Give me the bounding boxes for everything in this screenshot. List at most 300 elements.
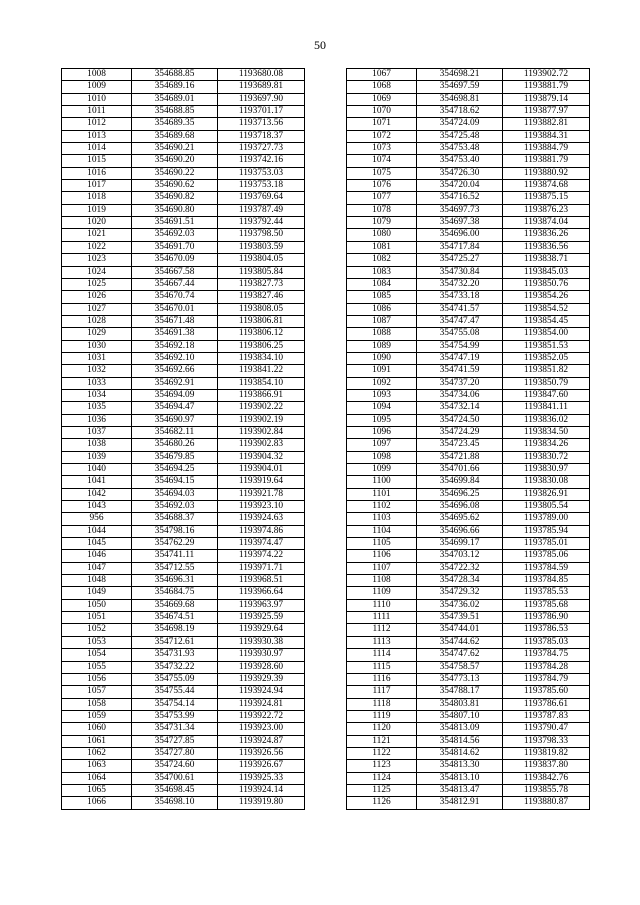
point-id-cell: 1034	[62, 389, 132, 401]
y-coordinate-cell: 1193874.04	[503, 217, 590, 229]
table-row	[62, 278, 305, 290]
table-row	[347, 389, 590, 401]
x-coordinate-cell: 354670.09	[132, 254, 218, 266]
table-row	[347, 69, 590, 81]
x-coordinate-cell: 354733.18	[417, 291, 503, 303]
point-id-cell: 1018	[62, 192, 132, 204]
table-row	[62, 130, 305, 142]
table-row	[347, 772, 590, 784]
y-coordinate-cell: 1193806.25	[218, 340, 305, 352]
table-row	[347, 501, 590, 513]
table-row	[62, 180, 305, 192]
x-coordinate-cell: 354692.91	[132, 377, 218, 389]
y-coordinate-cell: 1193701.17	[218, 106, 305, 118]
point-id-cell: 1051	[62, 612, 132, 624]
table-row	[62, 81, 305, 93]
x-coordinate-cell: 354694.09	[132, 389, 218, 401]
point-id-cell: 1120	[347, 723, 417, 735]
x-coordinate-cell: 354694.03	[132, 488, 218, 500]
table-row	[62, 488, 305, 500]
table-row	[347, 118, 590, 130]
x-coordinate-cell: 354697.59	[417, 81, 503, 93]
y-coordinate-cell: 1193974.22	[218, 550, 305, 562]
table-row	[62, 167, 305, 179]
point-id-cell: 1100	[347, 476, 417, 488]
point-id-cell: 1047	[62, 562, 132, 574]
table-row	[347, 352, 590, 364]
y-coordinate-cell: 1193924.63	[218, 513, 305, 525]
x-coordinate-cell: 354725.27	[417, 254, 503, 266]
x-coordinate-cell: 354699.84	[417, 476, 503, 488]
x-coordinate-cell: 354696.25	[417, 488, 503, 500]
table-row	[347, 661, 590, 673]
x-coordinate-cell: 354692.66	[132, 365, 218, 377]
table-row	[347, 340, 590, 352]
table-row	[62, 389, 305, 401]
point-id-cell: 1036	[62, 414, 132, 426]
table-row	[347, 328, 590, 340]
table-row	[62, 525, 305, 537]
y-coordinate-cell: 1193904.32	[218, 451, 305, 463]
x-coordinate-cell: 354692.10	[132, 352, 218, 364]
x-coordinate-cell: 354698.19	[132, 624, 218, 636]
point-id-cell: 1016	[62, 167, 132, 179]
point-id-cell: 956	[62, 513, 132, 525]
table-row	[347, 414, 590, 426]
point-id-cell: 1042	[62, 488, 132, 500]
y-coordinate-cell: 1193792.44	[218, 217, 305, 229]
point-id-cell: 1095	[347, 414, 417, 426]
table-row	[347, 760, 590, 772]
table-row	[347, 575, 590, 587]
x-coordinate-cell: 354729.32	[417, 587, 503, 599]
point-id-cell: 1061	[62, 735, 132, 747]
y-coordinate-cell: 1193845.03	[503, 266, 590, 278]
table-row	[62, 464, 305, 476]
table-row	[347, 130, 590, 142]
x-coordinate-cell: 354814.62	[417, 747, 503, 759]
x-coordinate-cell: 354690.80	[132, 204, 218, 216]
x-coordinate-cell: 354758.57	[417, 661, 503, 673]
x-coordinate-cell: 354718.62	[417, 106, 503, 118]
point-id-cell: 1091	[347, 365, 417, 377]
x-coordinate-cell: 354694.25	[132, 464, 218, 476]
table-row	[347, 93, 590, 105]
y-coordinate-cell: 1193921.78	[218, 488, 305, 500]
point-id-cell: 1027	[62, 303, 132, 315]
x-coordinate-cell: 354734.06	[417, 389, 503, 401]
y-coordinate-cell: 1193786.90	[503, 612, 590, 624]
x-coordinate-cell: 354696.00	[417, 229, 503, 241]
point-id-cell: 1108	[347, 575, 417, 587]
table-row	[62, 414, 305, 426]
table-row	[62, 636, 305, 648]
x-coordinate-cell: 354691.70	[132, 241, 218, 253]
table-row	[62, 352, 305, 364]
x-coordinate-cell: 354697.38	[417, 217, 503, 229]
x-coordinate-cell: 354688.37	[132, 513, 218, 525]
point-id-cell: 1063	[62, 760, 132, 772]
x-coordinate-cell: 354803.81	[417, 698, 503, 710]
y-coordinate-cell: 1193904.01	[218, 464, 305, 476]
table-row	[347, 180, 590, 192]
point-id-cell: 1123	[347, 760, 417, 772]
point-id-cell: 1074	[347, 155, 417, 167]
table-row	[347, 402, 590, 414]
x-coordinate-cell: 354755.08	[417, 328, 503, 340]
table-row	[347, 636, 590, 648]
table-row	[347, 106, 590, 118]
x-coordinate-cell: 354717.84	[417, 241, 503, 253]
point-id-cell: 1060	[62, 723, 132, 735]
y-coordinate-cell: 1193922.72	[218, 710, 305, 722]
x-coordinate-cell: 354712.55	[132, 562, 218, 574]
y-coordinate-cell: 1193834.26	[503, 439, 590, 451]
coordinates-table-left	[61, 68, 305, 810]
point-id-cell: 1078	[347, 204, 417, 216]
point-id-cell: 1025	[62, 278, 132, 290]
y-coordinate-cell: 1193974.86	[218, 525, 305, 537]
table-row	[347, 624, 590, 636]
point-id-cell: 1044	[62, 525, 132, 537]
point-id-cell: 1029	[62, 328, 132, 340]
x-coordinate-cell: 354722.32	[417, 562, 503, 574]
point-id-cell: 1076	[347, 180, 417, 192]
table-row	[347, 562, 590, 574]
x-coordinate-cell: 354731.34	[132, 723, 218, 735]
point-id-cell: 1075	[347, 167, 417, 179]
point-id-cell: 1012	[62, 118, 132, 130]
x-coordinate-cell: 354690.22	[132, 167, 218, 179]
point-id-cell: 1028	[62, 315, 132, 327]
point-id-cell: 1064	[62, 772, 132, 784]
table-row	[62, 550, 305, 562]
point-id-cell: 1059	[62, 710, 132, 722]
table-row	[62, 698, 305, 710]
point-id-cell: 1010	[62, 93, 132, 105]
x-coordinate-cell: 354726.30	[417, 167, 503, 179]
table-row	[347, 229, 590, 241]
point-id-cell: 1015	[62, 155, 132, 167]
x-coordinate-cell: 354716.52	[417, 192, 503, 204]
x-coordinate-cell: 354696.66	[417, 525, 503, 537]
y-coordinate-cell: 1193963.97	[218, 599, 305, 611]
table-row	[62, 340, 305, 352]
point-id-cell: 1104	[347, 525, 417, 537]
point-id-cell: 1068	[347, 81, 417, 93]
table-row	[62, 587, 305, 599]
point-id-cell: 1082	[347, 254, 417, 266]
x-coordinate-cell: 354754.14	[132, 698, 218, 710]
point-id-cell: 1114	[347, 649, 417, 661]
x-coordinate-cell: 354732.20	[417, 278, 503, 290]
table-row	[347, 241, 590, 253]
y-coordinate-cell: 1193808.05	[218, 303, 305, 315]
x-coordinate-cell: 354798.16	[132, 525, 218, 537]
y-coordinate-cell: 1193836.56	[503, 241, 590, 253]
y-coordinate-cell: 1193785.03	[503, 636, 590, 648]
y-coordinate-cell: 1193805.84	[218, 266, 305, 278]
x-coordinate-cell: 354696.08	[417, 501, 503, 513]
table-row	[62, 784, 305, 796]
y-coordinate-cell: 1193841.11	[503, 402, 590, 414]
table-row	[347, 538, 590, 550]
y-coordinate-cell: 1193786.53	[503, 624, 590, 636]
point-id-cell: 1054	[62, 649, 132, 661]
y-coordinate-cell: 1193689.81	[218, 81, 305, 93]
y-coordinate-cell: 1193806.81	[218, 315, 305, 327]
y-coordinate-cell: 1193902.22	[218, 402, 305, 414]
table-row	[62, 155, 305, 167]
x-coordinate-cell: 354807.10	[417, 710, 503, 722]
y-coordinate-cell: 1193879.14	[503, 93, 590, 105]
point-id-cell: 1022	[62, 241, 132, 253]
point-id-cell: 1099	[347, 464, 417, 476]
x-coordinate-cell: 354725.48	[417, 130, 503, 142]
point-id-cell: 1098	[347, 451, 417, 463]
table-row	[62, 612, 305, 624]
point-id-cell: 1087	[347, 315, 417, 327]
point-id-cell: 1079	[347, 217, 417, 229]
x-coordinate-cell: 354773.13	[417, 673, 503, 685]
y-coordinate-cell: 1193798.33	[503, 735, 590, 747]
x-coordinate-cell: 354700.61	[132, 772, 218, 784]
table-row	[347, 747, 590, 759]
point-id-cell: 1057	[62, 686, 132, 698]
y-coordinate-cell: 1193852.05	[503, 352, 590, 364]
x-coordinate-cell: 354699.17	[417, 538, 503, 550]
table-row	[62, 538, 305, 550]
y-coordinate-cell: 1193787.49	[218, 204, 305, 216]
point-id-cell: 1113	[347, 636, 417, 648]
y-coordinate-cell: 1193787.83	[503, 710, 590, 722]
y-coordinate-cell: 1193680.08	[218, 69, 305, 81]
table-row	[62, 217, 305, 229]
y-coordinate-cell: 1193866.91	[218, 389, 305, 401]
x-coordinate-cell: 354814.56	[417, 735, 503, 747]
point-id-cell: 1119	[347, 710, 417, 722]
y-coordinate-cell: 1193850.79	[503, 377, 590, 389]
point-id-cell: 1125	[347, 784, 417, 796]
table-row	[62, 451, 305, 463]
point-id-cell: 1046	[62, 550, 132, 562]
y-coordinate-cell: 1193830.08	[503, 476, 590, 488]
point-id-cell: 1013	[62, 130, 132, 142]
table-row	[347, 365, 590, 377]
point-id-cell: 1117	[347, 686, 417, 698]
y-coordinate-cell: 1193928.60	[218, 661, 305, 673]
x-coordinate-cell: 354753.99	[132, 710, 218, 722]
point-id-cell: 1035	[62, 402, 132, 414]
point-id-cell: 1085	[347, 291, 417, 303]
point-id-cell: 1024	[62, 266, 132, 278]
y-coordinate-cell: 1193968.51	[218, 575, 305, 587]
table-row	[347, 550, 590, 562]
y-coordinate-cell: 1193919.80	[218, 797, 305, 809]
y-coordinate-cell: 1193785.06	[503, 550, 590, 562]
y-coordinate-cell: 1193854.10	[218, 377, 305, 389]
x-coordinate-cell: 354724.09	[417, 118, 503, 130]
y-coordinate-cell: 1193930.97	[218, 649, 305, 661]
x-coordinate-cell: 354669.68	[132, 599, 218, 611]
point-id-cell: 1111	[347, 612, 417, 624]
table-row	[62, 204, 305, 216]
point-id-cell: 1105	[347, 538, 417, 550]
point-id-cell: 1112	[347, 624, 417, 636]
table-row	[347, 599, 590, 611]
y-coordinate-cell: 1193753.18	[218, 180, 305, 192]
x-coordinate-cell: 354721.88	[417, 451, 503, 463]
x-coordinate-cell: 354753.40	[417, 155, 503, 167]
point-id-cell: 1011	[62, 106, 132, 118]
page-number: 50	[314, 38, 326, 52]
point-id-cell: 1094	[347, 402, 417, 414]
x-coordinate-cell: 354694.15	[132, 476, 218, 488]
x-coordinate-cell: 354724.50	[417, 414, 503, 426]
x-coordinate-cell: 354670.74	[132, 291, 218, 303]
y-coordinate-cell: 1193971.71	[218, 562, 305, 574]
y-coordinate-cell: 1193784.59	[503, 562, 590, 574]
y-coordinate-cell: 1193875.15	[503, 192, 590, 204]
y-coordinate-cell: 1193830.72	[503, 451, 590, 463]
point-id-cell: 1058	[62, 698, 132, 710]
x-coordinate-cell: 354689.16	[132, 81, 218, 93]
y-coordinate-cell: 1193798.50	[218, 229, 305, 241]
point-id-cell: 1109	[347, 587, 417, 599]
y-coordinate-cell: 1193923.10	[218, 501, 305, 513]
point-id-cell: 1066	[62, 797, 132, 809]
table-row	[347, 451, 590, 463]
x-coordinate-cell: 354691.38	[132, 328, 218, 340]
x-coordinate-cell: 354812.91	[417, 797, 503, 809]
x-coordinate-cell: 354737.20	[417, 377, 503, 389]
x-coordinate-cell: 354739.51	[417, 612, 503, 624]
y-coordinate-cell: 1193827.73	[218, 278, 305, 290]
y-coordinate-cell: 1193851.82	[503, 365, 590, 377]
x-coordinate-cell: 354813.47	[417, 784, 503, 796]
x-coordinate-cell: 354747.19	[417, 352, 503, 364]
table-row	[347, 167, 590, 179]
table-row	[62, 106, 305, 118]
point-id-cell: 1032	[62, 365, 132, 377]
x-coordinate-cell: 354754.99	[417, 340, 503, 352]
y-coordinate-cell: 1193785.01	[503, 538, 590, 550]
point-id-cell: 1020	[62, 217, 132, 229]
x-coordinate-cell: 354692.18	[132, 340, 218, 352]
point-id-cell: 1026	[62, 291, 132, 303]
x-coordinate-cell: 354731.93	[132, 649, 218, 661]
point-id-cell: 1092	[347, 377, 417, 389]
x-coordinate-cell: 354728.34	[417, 575, 503, 587]
table-row	[62, 241, 305, 253]
y-coordinate-cell: 1193880.92	[503, 167, 590, 179]
x-coordinate-cell: 354692.03	[132, 501, 218, 513]
table-row	[347, 377, 590, 389]
y-coordinate-cell: 1193830.97	[503, 464, 590, 476]
y-coordinate-cell: 1193880.87	[503, 797, 590, 809]
y-coordinate-cell: 1193727.73	[218, 143, 305, 155]
table-row	[347, 735, 590, 747]
x-coordinate-cell: 354691.51	[132, 217, 218, 229]
point-id-cell: 1121	[347, 735, 417, 747]
point-id-cell: 1124	[347, 772, 417, 784]
point-id-cell: 1055	[62, 661, 132, 673]
x-coordinate-cell: 354690.62	[132, 180, 218, 192]
point-id-cell: 1088	[347, 328, 417, 340]
x-coordinate-cell: 354747.47	[417, 315, 503, 327]
y-coordinate-cell: 1193742.16	[218, 155, 305, 167]
y-coordinate-cell: 1193837.80	[503, 760, 590, 772]
table-row	[62, 513, 305, 525]
point-id-cell: 1033	[62, 377, 132, 389]
table-row	[347, 81, 590, 93]
table-row	[62, 266, 305, 278]
x-coordinate-cell: 354813.30	[417, 760, 503, 772]
y-coordinate-cell: 1193966.64	[218, 587, 305, 599]
x-coordinate-cell: 354698.21	[417, 69, 503, 81]
point-id-cell: 1086	[347, 303, 417, 315]
table-row	[62, 562, 305, 574]
point-id-cell: 1102	[347, 501, 417, 513]
point-id-cell: 1045	[62, 538, 132, 550]
x-coordinate-cell: 354730.84	[417, 266, 503, 278]
y-coordinate-cell: 1193785.68	[503, 599, 590, 611]
y-coordinate-cell: 1193803.59	[218, 241, 305, 253]
y-coordinate-cell: 1193827.46	[218, 291, 305, 303]
table-row	[62, 599, 305, 611]
y-coordinate-cell: 1193924.14	[218, 784, 305, 796]
y-coordinate-cell: 1193902.72	[503, 69, 590, 81]
x-coordinate-cell: 354671.48	[132, 315, 218, 327]
x-coordinate-cell: 354701.66	[417, 464, 503, 476]
y-coordinate-cell: 1193804.05	[218, 254, 305, 266]
point-id-cell: 1008	[62, 69, 132, 81]
table-row	[62, 723, 305, 735]
coordinates-table-right	[346, 68, 590, 810]
table-row	[347, 217, 590, 229]
table-row	[347, 254, 590, 266]
y-coordinate-cell: 1193902.84	[218, 426, 305, 438]
x-coordinate-cell: 354692.03	[132, 229, 218, 241]
x-coordinate-cell: 354813.09	[417, 723, 503, 735]
y-coordinate-cell: 1193881.79	[503, 155, 590, 167]
y-coordinate-cell: 1193876.23	[503, 204, 590, 216]
x-coordinate-cell: 354736.02	[417, 599, 503, 611]
x-coordinate-cell: 354753.48	[417, 143, 503, 155]
x-coordinate-cell: 354724.29	[417, 426, 503, 438]
y-coordinate-cell: 1193834.10	[218, 352, 305, 364]
x-coordinate-cell: 354732.14	[417, 402, 503, 414]
y-coordinate-cell: 1193924.87	[218, 735, 305, 747]
table-row	[347, 143, 590, 155]
point-id-cell: 1031	[62, 352, 132, 364]
y-coordinate-cell: 1193697.90	[218, 93, 305, 105]
table-row	[62, 315, 305, 327]
table-row	[62, 439, 305, 451]
point-id-cell: 1069	[347, 93, 417, 105]
x-coordinate-cell: 354723.45	[417, 439, 503, 451]
y-coordinate-cell: 1193929.64	[218, 624, 305, 636]
y-coordinate-cell: 1193806.12	[218, 328, 305, 340]
point-id-cell: 1072	[347, 130, 417, 142]
y-coordinate-cell: 1193784.75	[503, 649, 590, 661]
table-row	[62, 661, 305, 673]
point-id-cell: 1039	[62, 451, 132, 463]
table-row	[62, 797, 305, 809]
y-coordinate-cell: 1193784.79	[503, 673, 590, 685]
x-coordinate-cell: 354813.10	[417, 772, 503, 784]
x-coordinate-cell: 354755.44	[132, 686, 218, 698]
